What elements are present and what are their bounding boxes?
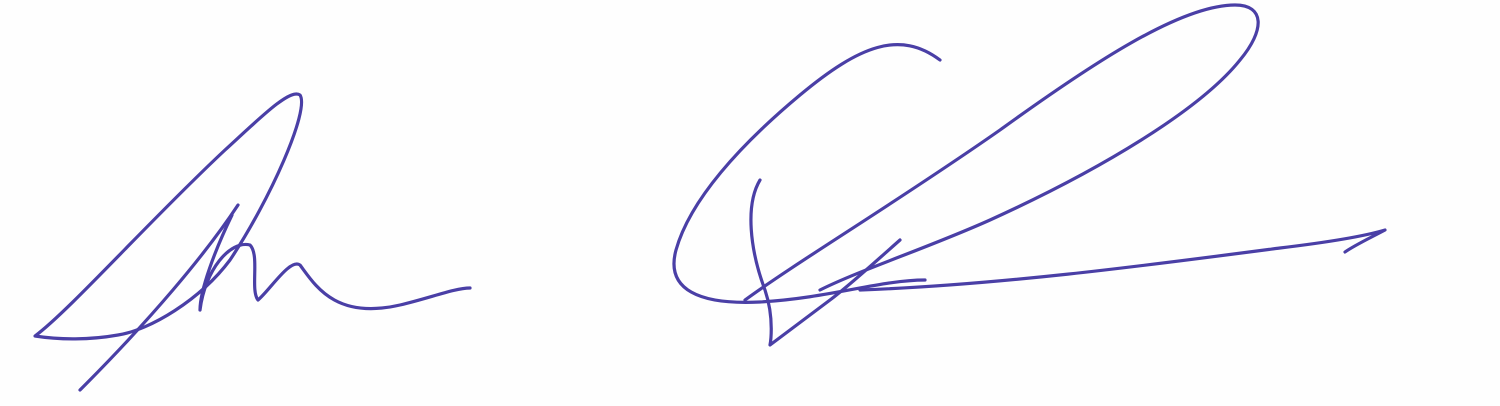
signature-stroke-second-swirl (751, 180, 900, 345)
signature-stroke-second-loop (674, 45, 940, 303)
signature-stroke-first-descender (80, 205, 238, 390)
signature-stroke-tail (860, 230, 1385, 290)
signature-stroke-first-humps (200, 215, 470, 310)
signature-stroke-first-loop (35, 94, 302, 339)
signature-stroke-long-loop (745, 5, 1258, 300)
